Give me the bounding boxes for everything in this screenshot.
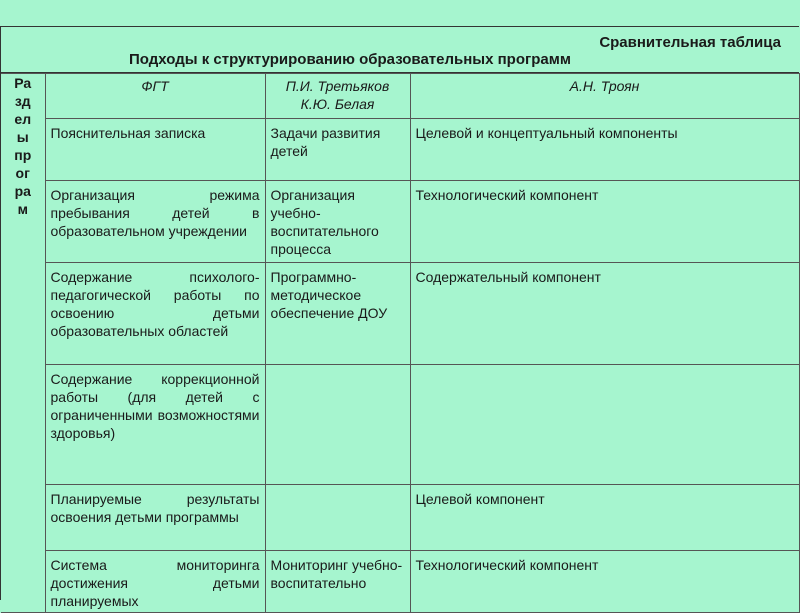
table-row	[1, 551, 799, 613]
cell-troyan	[410, 365, 799, 485]
table-row	[1, 365, 799, 485]
table-subtitle: Подходы к структурированию образовательных программ	[129, 51, 571, 68]
column-header-tretyakov-line2: К.Ю. Белая	[300, 96, 375, 112]
cell-fgt: Содержание коррекционной работы (для детей с ограниченными возможностями здоровья)	[45, 365, 265, 485]
side-label-line: Ра	[14, 75, 32, 91]
side-label-line: м	[17, 201, 28, 217]
column-header-tretyakov-line1: П.И. Третьяков	[285, 78, 390, 94]
side-label-line: зд	[14, 93, 31, 109]
table-title: Сравнительная таблица	[599, 34, 781, 51]
cell-troyan: Технологический компонент	[410, 181, 799, 263]
column-header-fgt: ФГТ	[45, 74, 265, 119]
side-label-line: ел	[14, 111, 32, 127]
cell-fgt: Пояснительная записка	[45, 119, 265, 181]
table-row	[1, 263, 799, 365]
cell-tretyakov: Задачи развития детей	[265, 119, 410, 181]
cell-troyan: Целевой и концептуальный компоненты	[410, 119, 799, 181]
table-row	[1, 181, 799, 263]
cell-troyan: Содержательный компонент	[410, 263, 799, 365]
side-label-line: ог	[15, 165, 30, 181]
side-label-line: ра	[14, 183, 31, 199]
comparison-table	[1, 73, 800, 613]
cell-tretyakov	[265, 365, 410, 485]
cell-tretyakov: Программно-методическое обеспечение ДОУ	[265, 263, 410, 365]
title-box	[1, 27, 799, 73]
side-label-line: ы	[16, 129, 29, 145]
table-row	[1, 485, 799, 551]
column-header-troyan: А.Н. Троян	[410, 74, 799, 119]
cell-tretyakov: Организация учебно-воспитательного процесса	[265, 181, 410, 263]
side-label	[9, 74, 37, 218]
cell-fgt: Организация режима пребывания детей в образовательном учреждении	[45, 181, 265, 263]
column-header-tretyakov	[265, 74, 410, 119]
side-label-line: пр	[14, 147, 32, 163]
slide-frame	[0, 26, 799, 609]
side-label-cell	[1, 74, 45, 613]
cell-tretyakov	[265, 485, 410, 551]
cell-tretyakov: Мониторинг учебно-воспитательно	[265, 551, 410, 613]
cell-fgt: Система мониторинга достижения детьми планируемых	[45, 551, 265, 613]
cell-fgt: Планируемые результаты освоения детьми программы	[45, 485, 265, 551]
header-row	[1, 74, 799, 119]
table-row	[1, 119, 799, 181]
cell-troyan: Целевой компонент	[410, 485, 799, 551]
cell-troyan: Технологический компонент	[410, 551, 799, 613]
cell-fgt: Содержание психолого-педагогической работы по освоению детьми образовательных областей	[45, 263, 265, 365]
